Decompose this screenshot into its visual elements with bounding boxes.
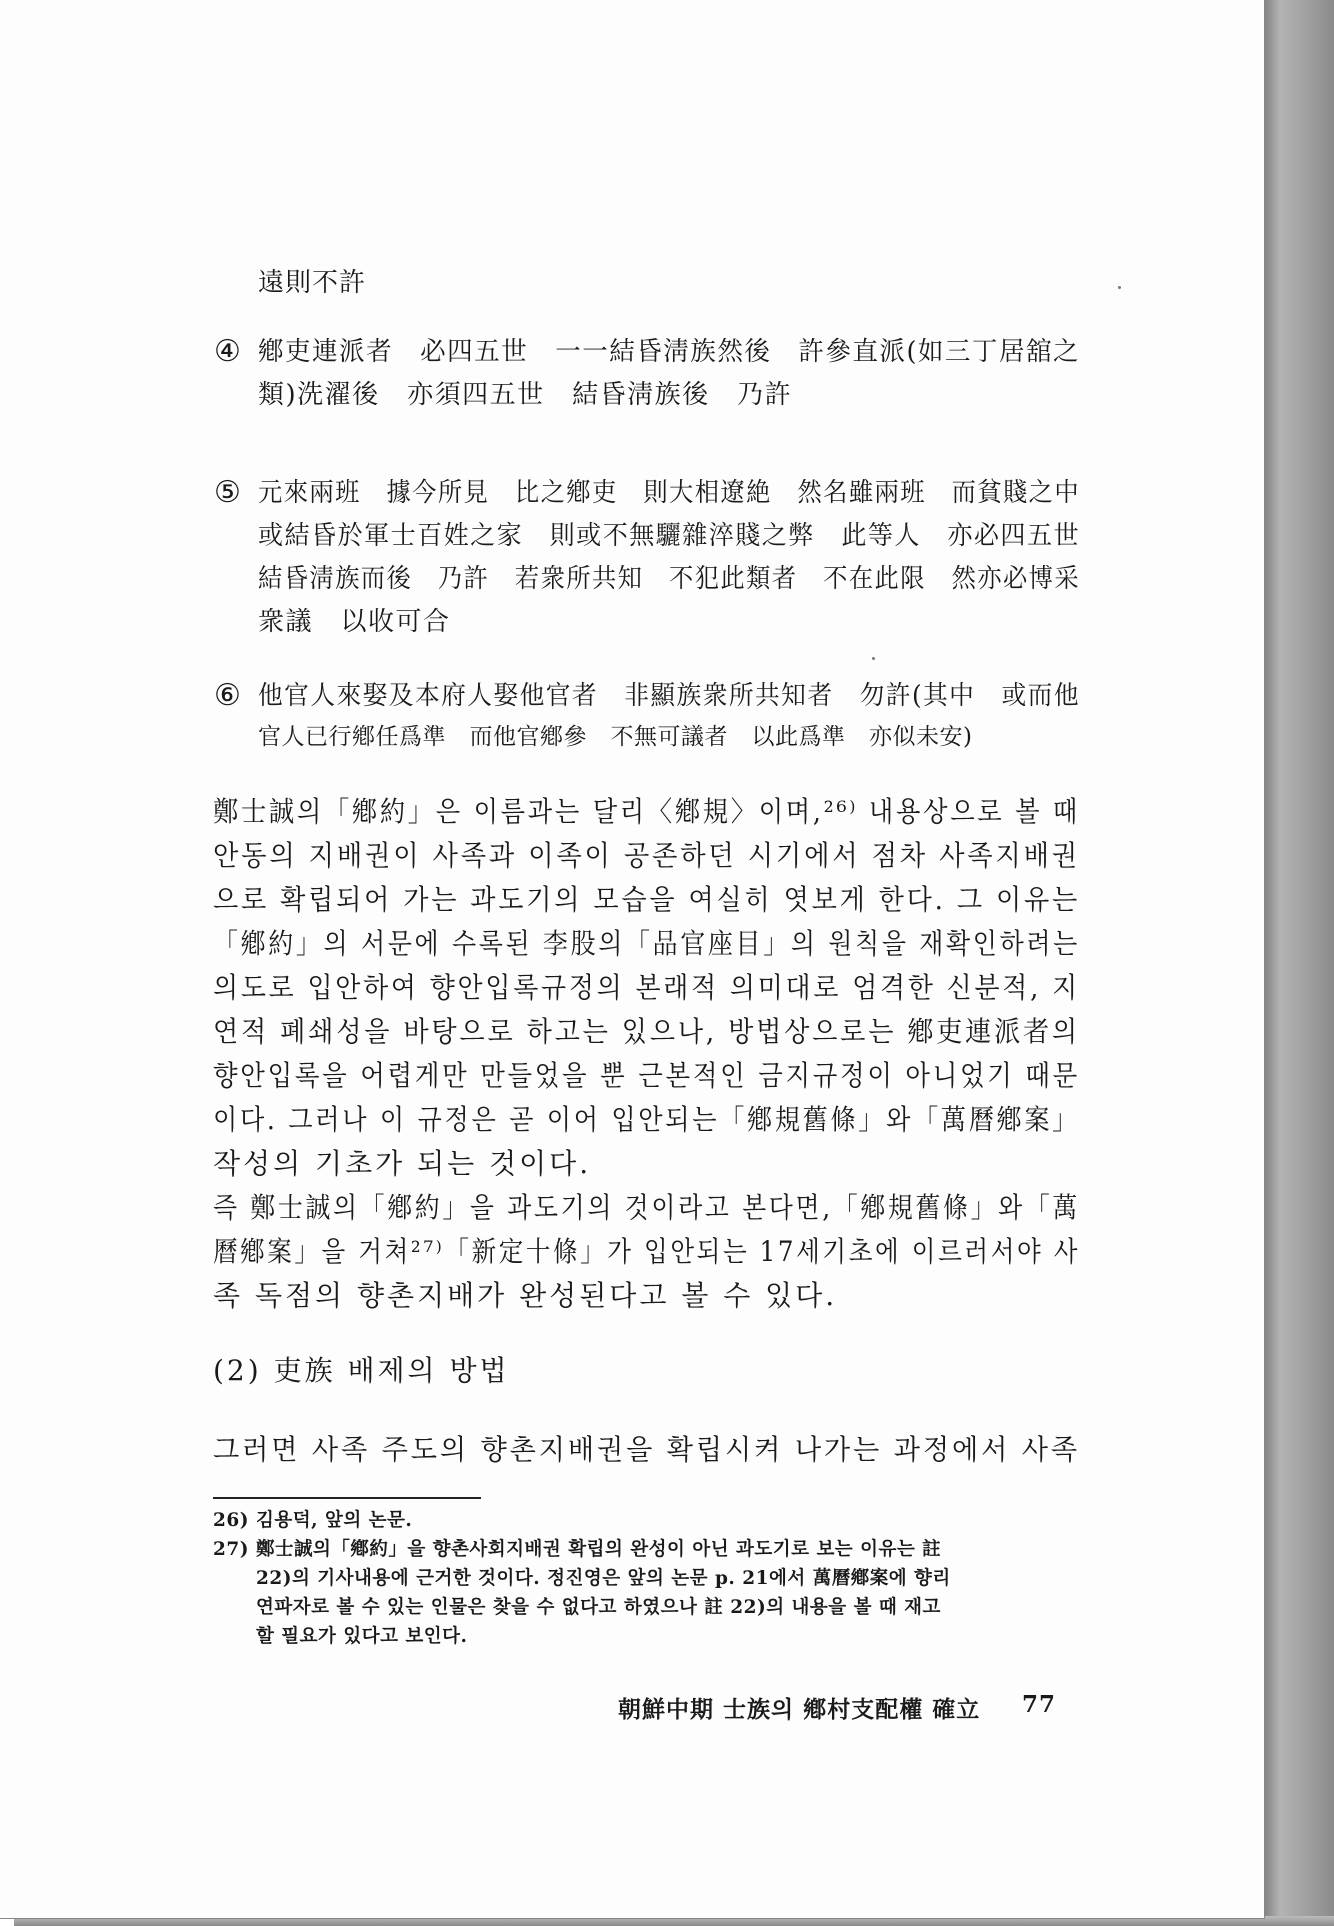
footnote-text: 할 필요가 있다고 보인다.	[256, 1626, 468, 1647]
section-paragraph-line: 그러면 사족 주도의 향촌지배권을 확립시켜 나가는 과정에서 사족	[213, 1433, 1080, 1466]
scan-speck	[872, 657, 875, 660]
item-line: 元來兩班 據今所見 比之鄕吏 則大相遼絶 然名雖兩班 而貧賤之中	[258, 478, 1081, 508]
body-line: 曆鄕案」을 거쳐²⁷⁾「新定十條」가 입안되는 17세기초에 이르러서야 사	[213, 1235, 1081, 1268]
page-number: 77	[1022, 1691, 1057, 1718]
footnote-text: 鄭士誠의「鄕約」을 향촌사회지배권 확립의 완성이 아닌 과도기로 보는 이유는 註	[256, 1539, 942, 1560]
section-heading: (2) 吏族 배제의 방법	[213, 1354, 510, 1387]
body-line: 鄭士誠의「鄕約」은 이름과는 달리〈鄕規〉이며,²⁶⁾ 내용상으로 볼 때	[213, 795, 1081, 828]
footnote-text: 22)의 기사내용에 근거한 것이다. 정진영은 앞의 논문 p. 21에서 萬曆鄕案에 향리	[256, 1568, 951, 1589]
body-line: 의도로 입안하여 향안입록규정의 본래적 의미대로 엄격한 신분적, 지	[213, 971, 1080, 1004]
body-line: 작성의 기초가 되는 것이다.	[213, 1147, 592, 1180]
body-line: 이다. 그러나 이 규정은 곧 이어 입안되는「鄕規舊條」와「萬曆鄕案」	[213, 1103, 1081, 1136]
footnote-text: 연파자로 볼 수 있는 인물은 찾을 수 없다고 하였으나 註 22)의 내용을 볼 때 재고	[256, 1597, 941, 1618]
item-line: 官人已行鄕任爲準 而他官鄕參 不無可議者 以此爲準 亦似未安)	[258, 724, 973, 750]
footnote-label: 26)	[213, 1510, 249, 1531]
body-line: 으로 확립되어 가는 과도기의 모습을 여실히 엿보게 한다. 그 이유는	[213, 883, 1080, 916]
item-line: 結昏淸族而後 乃許 若衆所共知 不犯此類者 不在此限 然亦必博采	[258, 564, 1081, 594]
footnote-text: 김용덕, 앞의 논문.	[256, 1510, 413, 1531]
item-line: 類)洗濯後 亦須四五世 結昏淸族後 乃許	[258, 380, 793, 410]
item-line: 或結昏於軍士百姓之家 則或不無驪雜淬賤之弊 此等人 亦必四五世	[258, 521, 1080, 551]
item-line: 鄕吏連派者 必四五世 一一結昏淸族然後 許參直派(如三丁居舘之	[258, 337, 1081, 367]
footnote-label: 27)	[213, 1539, 249, 1560]
quote-continuation: 遠則不許	[258, 268, 367, 298]
body-line: 향안입록을 어렵게만 만들었을 뿐 근본적인 금지규정이 아니었기 때문	[213, 1059, 1080, 1092]
item-line: 他官人來娶及本府人娶他官者 非顯族衆所共知者 勿許(其中 或而他	[258, 681, 1080, 711]
item-line: 衆議 以收可合	[258, 607, 451, 637]
page-edge-shadow	[1262, 0, 1334, 1926]
scan-speck	[1118, 286, 1121, 289]
item-number: ④	[214, 334, 241, 369]
body-line: 「鄕約」의 서문에 수록된 李股의「品官座目」의 원칙을 재확인하려는	[213, 927, 1080, 960]
body-line: 연적 폐쇄성을 바탕으로 하고는 있으나, 방법상으로는 鄕吏連派者의	[213, 1015, 1080, 1048]
item-number: ⑤	[214, 475, 241, 510]
body-line: 즉 鄭士誠의「鄕約」을 과도기의 것이라고 본다면,「鄕規舊條」와「萬	[213, 1191, 1080, 1224]
footnote-divider	[213, 1497, 481, 1499]
body-line: 족 독점의 향촌지배가 완성된다고 볼 수 있다.	[213, 1279, 838, 1312]
body-line: 안동의 지배권이 사족과 이족이 공존하던 시기에서 점차 사족지배권	[213, 839, 1080, 872]
item-number: ⑥	[214, 678, 241, 713]
running-title: 朝鮮中期 士族의 鄕村支配權 確立	[618, 1696, 981, 1723]
